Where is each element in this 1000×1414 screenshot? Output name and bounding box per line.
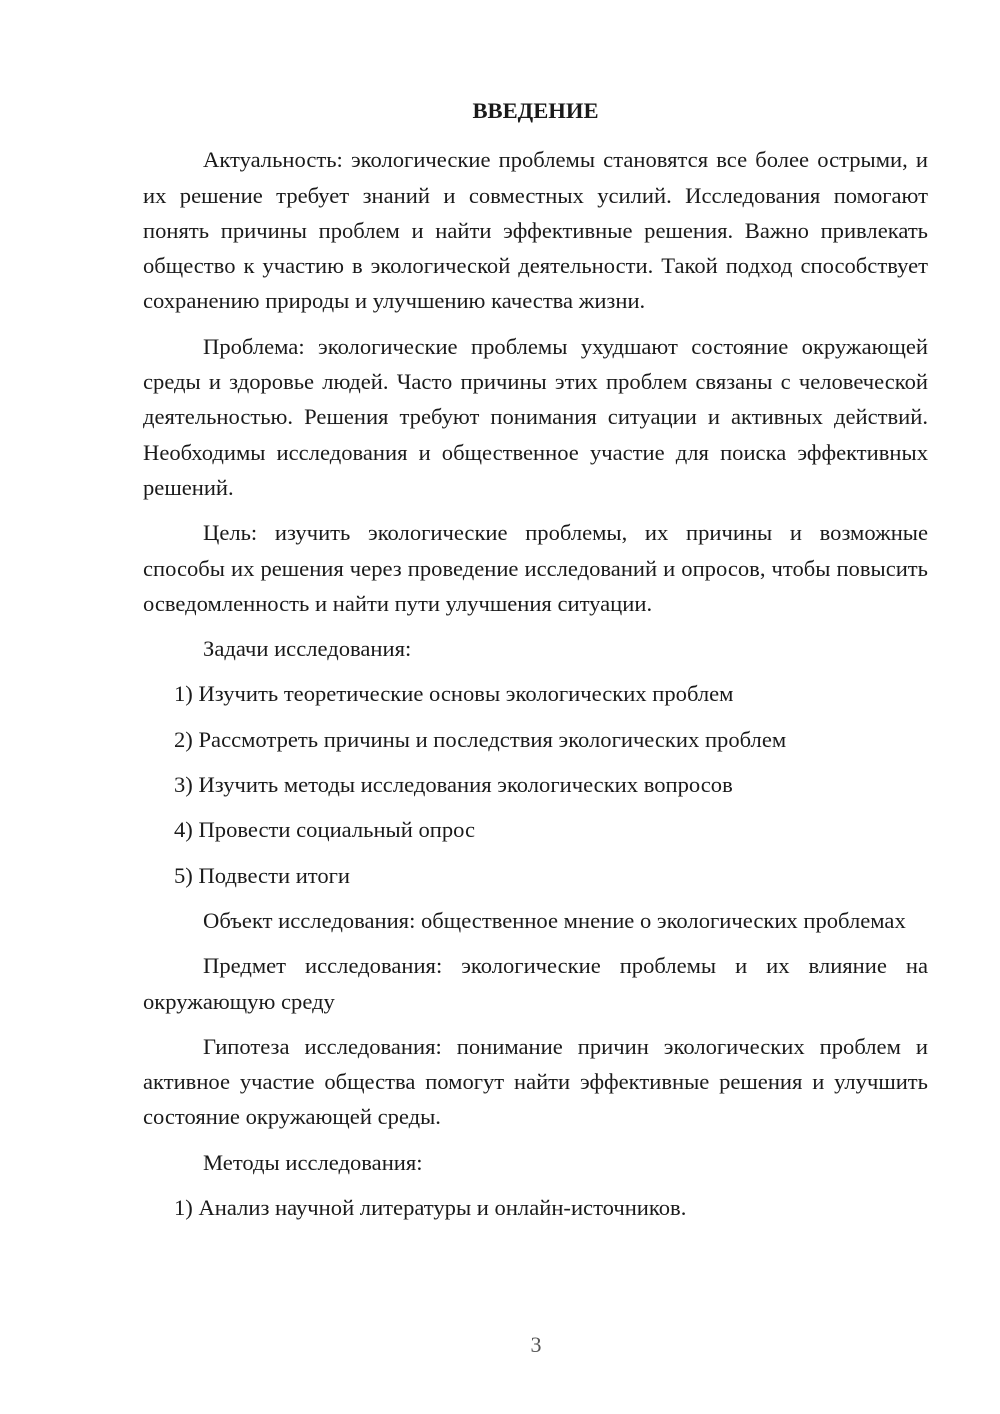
task-item: 3) Изучить методы исследования экологических вопросов <box>174 772 733 798</box>
hypothesis-paragraph: Гипотеза исследования: понимание причин экологических проблем и активное участие общества помогут найти эффективные решения и улучшить состояние окружающей среды. <box>143 1033 928 1130</box>
page-content <box>143 93 928 1235</box>
section-heading: ВВЕДЕНИЕ <box>472 98 599 123</box>
method-item: 1) Анализ научной литературы и онлайн-источников. <box>174 1195 687 1221</box>
task-item: 2) Рассмотреть причины и последствия экологических проблем <box>174 726 787 752</box>
subject-paragraph: Предмет исследования: экологические проблемы и их влияние на окружающую среду <box>143 953 928 1014</box>
task-item: 4) Провести социальный опрос <box>174 817 476 843</box>
task-item: 5) Подвести итоги <box>174 862 351 888</box>
methods-title: Методы исследования: <box>203 1149 423 1175</box>
task-item: 1) Изучить теоретические основы экологических проблем <box>174 681 734 707</box>
goal-paragraph: Цель: изучить экологические проблемы, их причины и возможные способы их решения через проведение исследований и опросов, чтобы повысить осведомленность и найти пути улучшения ситуации. <box>143 520 928 616</box>
tasks-title: Задачи исследования: <box>203 636 412 662</box>
page-number: 3 <box>530 1332 542 1357</box>
tasks-list <box>143 676 928 892</box>
object-paragraph: Объект исследования: общественное мнение о экологических проблемах <box>203 907 906 933</box>
relevance-paragraph: Актуальность: экологические проблемы становятся все более острыми, и их решение требует знаний и совместных усилий. Исследования помогают понять причины проблем и найти эффективные решения. Важно привлекать общество к участию в экологической деятельности. Такой подход способствует сохранению природы и улучшению качества жизни. <box>143 147 928 314</box>
problem-paragraph: Проблема: экологические проблемы ухудшают состояние окружающей среды и здоровье людей. Часто причины этих проблем связаны с человеческой деятельностью. Решения требуют понимания ситуации и активных действий. Необходимы исследования и общественное участие для поиска эффективных решений. <box>143 333 928 500</box>
methods-list <box>143 1190 928 1225</box>
